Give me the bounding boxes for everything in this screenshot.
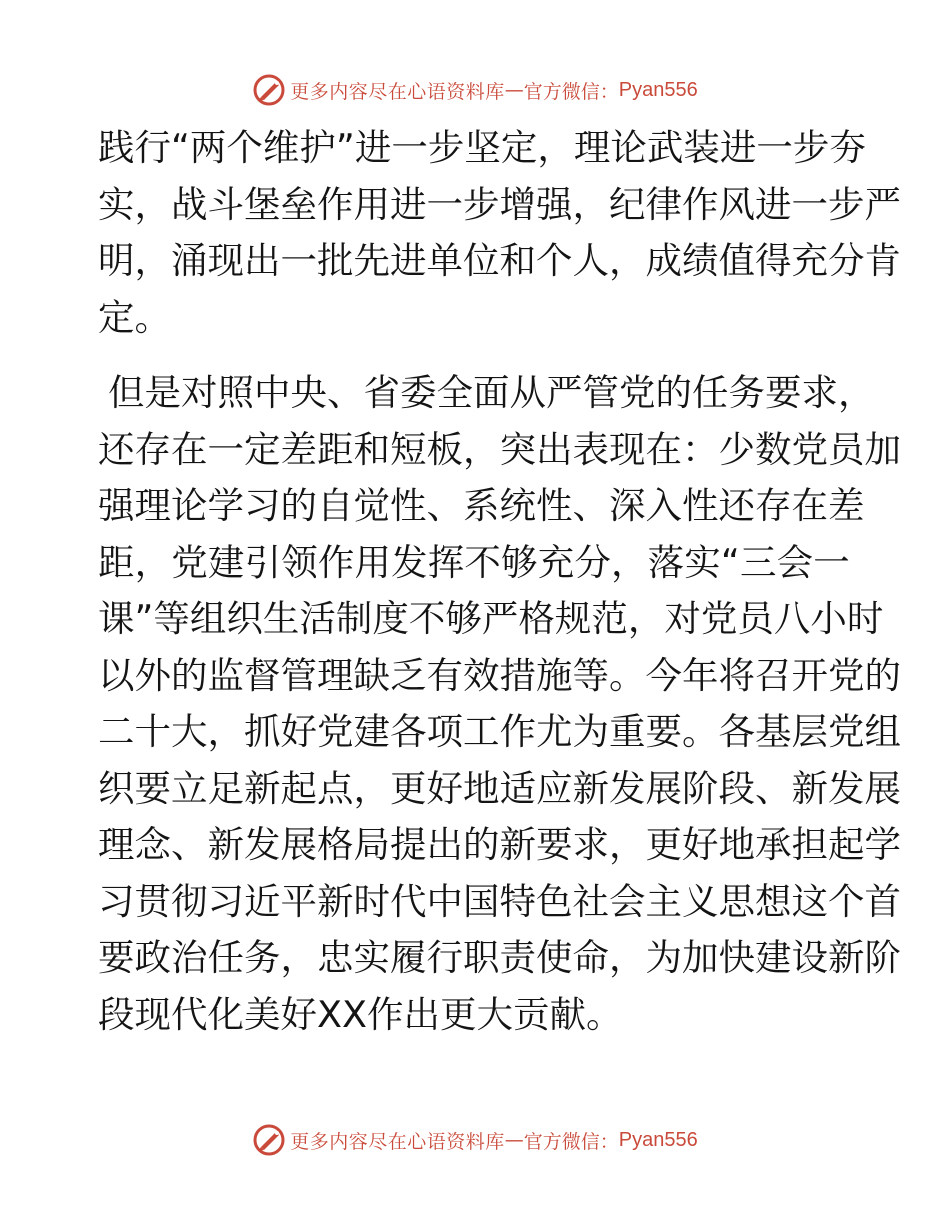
text-line: 距 ， 党 建 引 领 作 用 发 挥 不 够 充 分 ， 落 实 “ 三 会 一	[98, 540, 850, 584]
footer-contact-label: 官方微信：	[523, 1130, 619, 1153]
text-line: 定。	[98, 295, 171, 339]
text-line: 要 政 治 任 务 ， 忠 实 履 行 职 责 使 命 ， 为 加 快 建 设 新 阶	[98, 936, 901, 979]
text-line: 明 ， 涌 现 出 一 批 先 进 单 位 和 个 人 ， 成 绩 值 得 充 分 肯	[98, 239, 901, 282]
text-line: 织 要 立 足 新 起 点 ， 更 好 地 适 应 新 发 展 阶 段 、 新 发 展	[98, 766, 901, 810]
paragraph-1	[98, 120, 901, 346]
footer-contact-id: Pyan556	[618, 1128, 698, 1151]
text-line: 以 外 的 监 督 管 理 缺 乏 有 效 措 施 等 。 今 年 将 召 开 党 的	[98, 653, 901, 697]
brand-logo-icon	[252, 73, 286, 107]
text-line: 段现代化美好XX作出更大贡献。	[98, 992, 623, 1036]
text-line: 二 十 大 ， 抓 好 党 建 各 项 工 作 尤 为 重 要 。 各 基 层 党 组	[98, 710, 901, 753]
text-line: 理 念 、 新 发 展 格 局 提 出 的 新 要 求 ， 更 好 地 承 担 起 学	[98, 823, 901, 866]
brand-logo-icon	[252, 1123, 286, 1157]
header-separator: —	[504, 79, 524, 101]
text-line: 实 ， 战 斗 堡 垒 作 用 进 一 步 增 强 ， 纪 律 作 风 进 一 步 严	[98, 182, 901, 226]
text-line: 还 存 在 一 定 差 距 和 短 板 ， 突 出 表 现 在 ： 少 数 党 员 加	[98, 427, 901, 471]
paragraph-gap	[98, 346, 850, 365]
paragraph-2	[98, 365, 901, 1043]
header-contact-label: 官方微信：	[523, 80, 619, 103]
footer-banner	[0, 1120, 950, 1160]
footer-brand-text: 更多内容尽在心语资料库	[290, 1130, 505, 1153]
header-banner	[0, 70, 950, 110]
text-line: 践 行 “ 两 个 维 护 ” 进 一 步 坚 定 ， 理 论 武 装 进 一 步 夯	[98, 126, 866, 169]
header-brand-text: 更多内容尽在心语资料库	[290, 80, 505, 103]
header-contact-id: Pyan556	[618, 78, 698, 101]
text-line: 习 贯 彻 习 近 平 新 时 代 中 国 特 色 社 会 主 义 思 想 这 个 首	[98, 879, 901, 923]
text-line: 但 是 对 照 中 央 、 省 委 全 面 从 严 管 党 的 任 务 要 求 ，	[108, 371, 875, 414]
footer-separator: —	[504, 1129, 524, 1151]
text-line: 课 ” 等 组 织 生 活 制 度 不 够 严 格 规 范 ， 对 党 员 八 小 时	[98, 597, 884, 640]
document-body	[98, 120, 901, 1043]
text-line: 强 理 论 学 习 的 自 觉 性 、 系 统 性 、 深 入 性 还 存 在 差	[98, 484, 865, 527]
